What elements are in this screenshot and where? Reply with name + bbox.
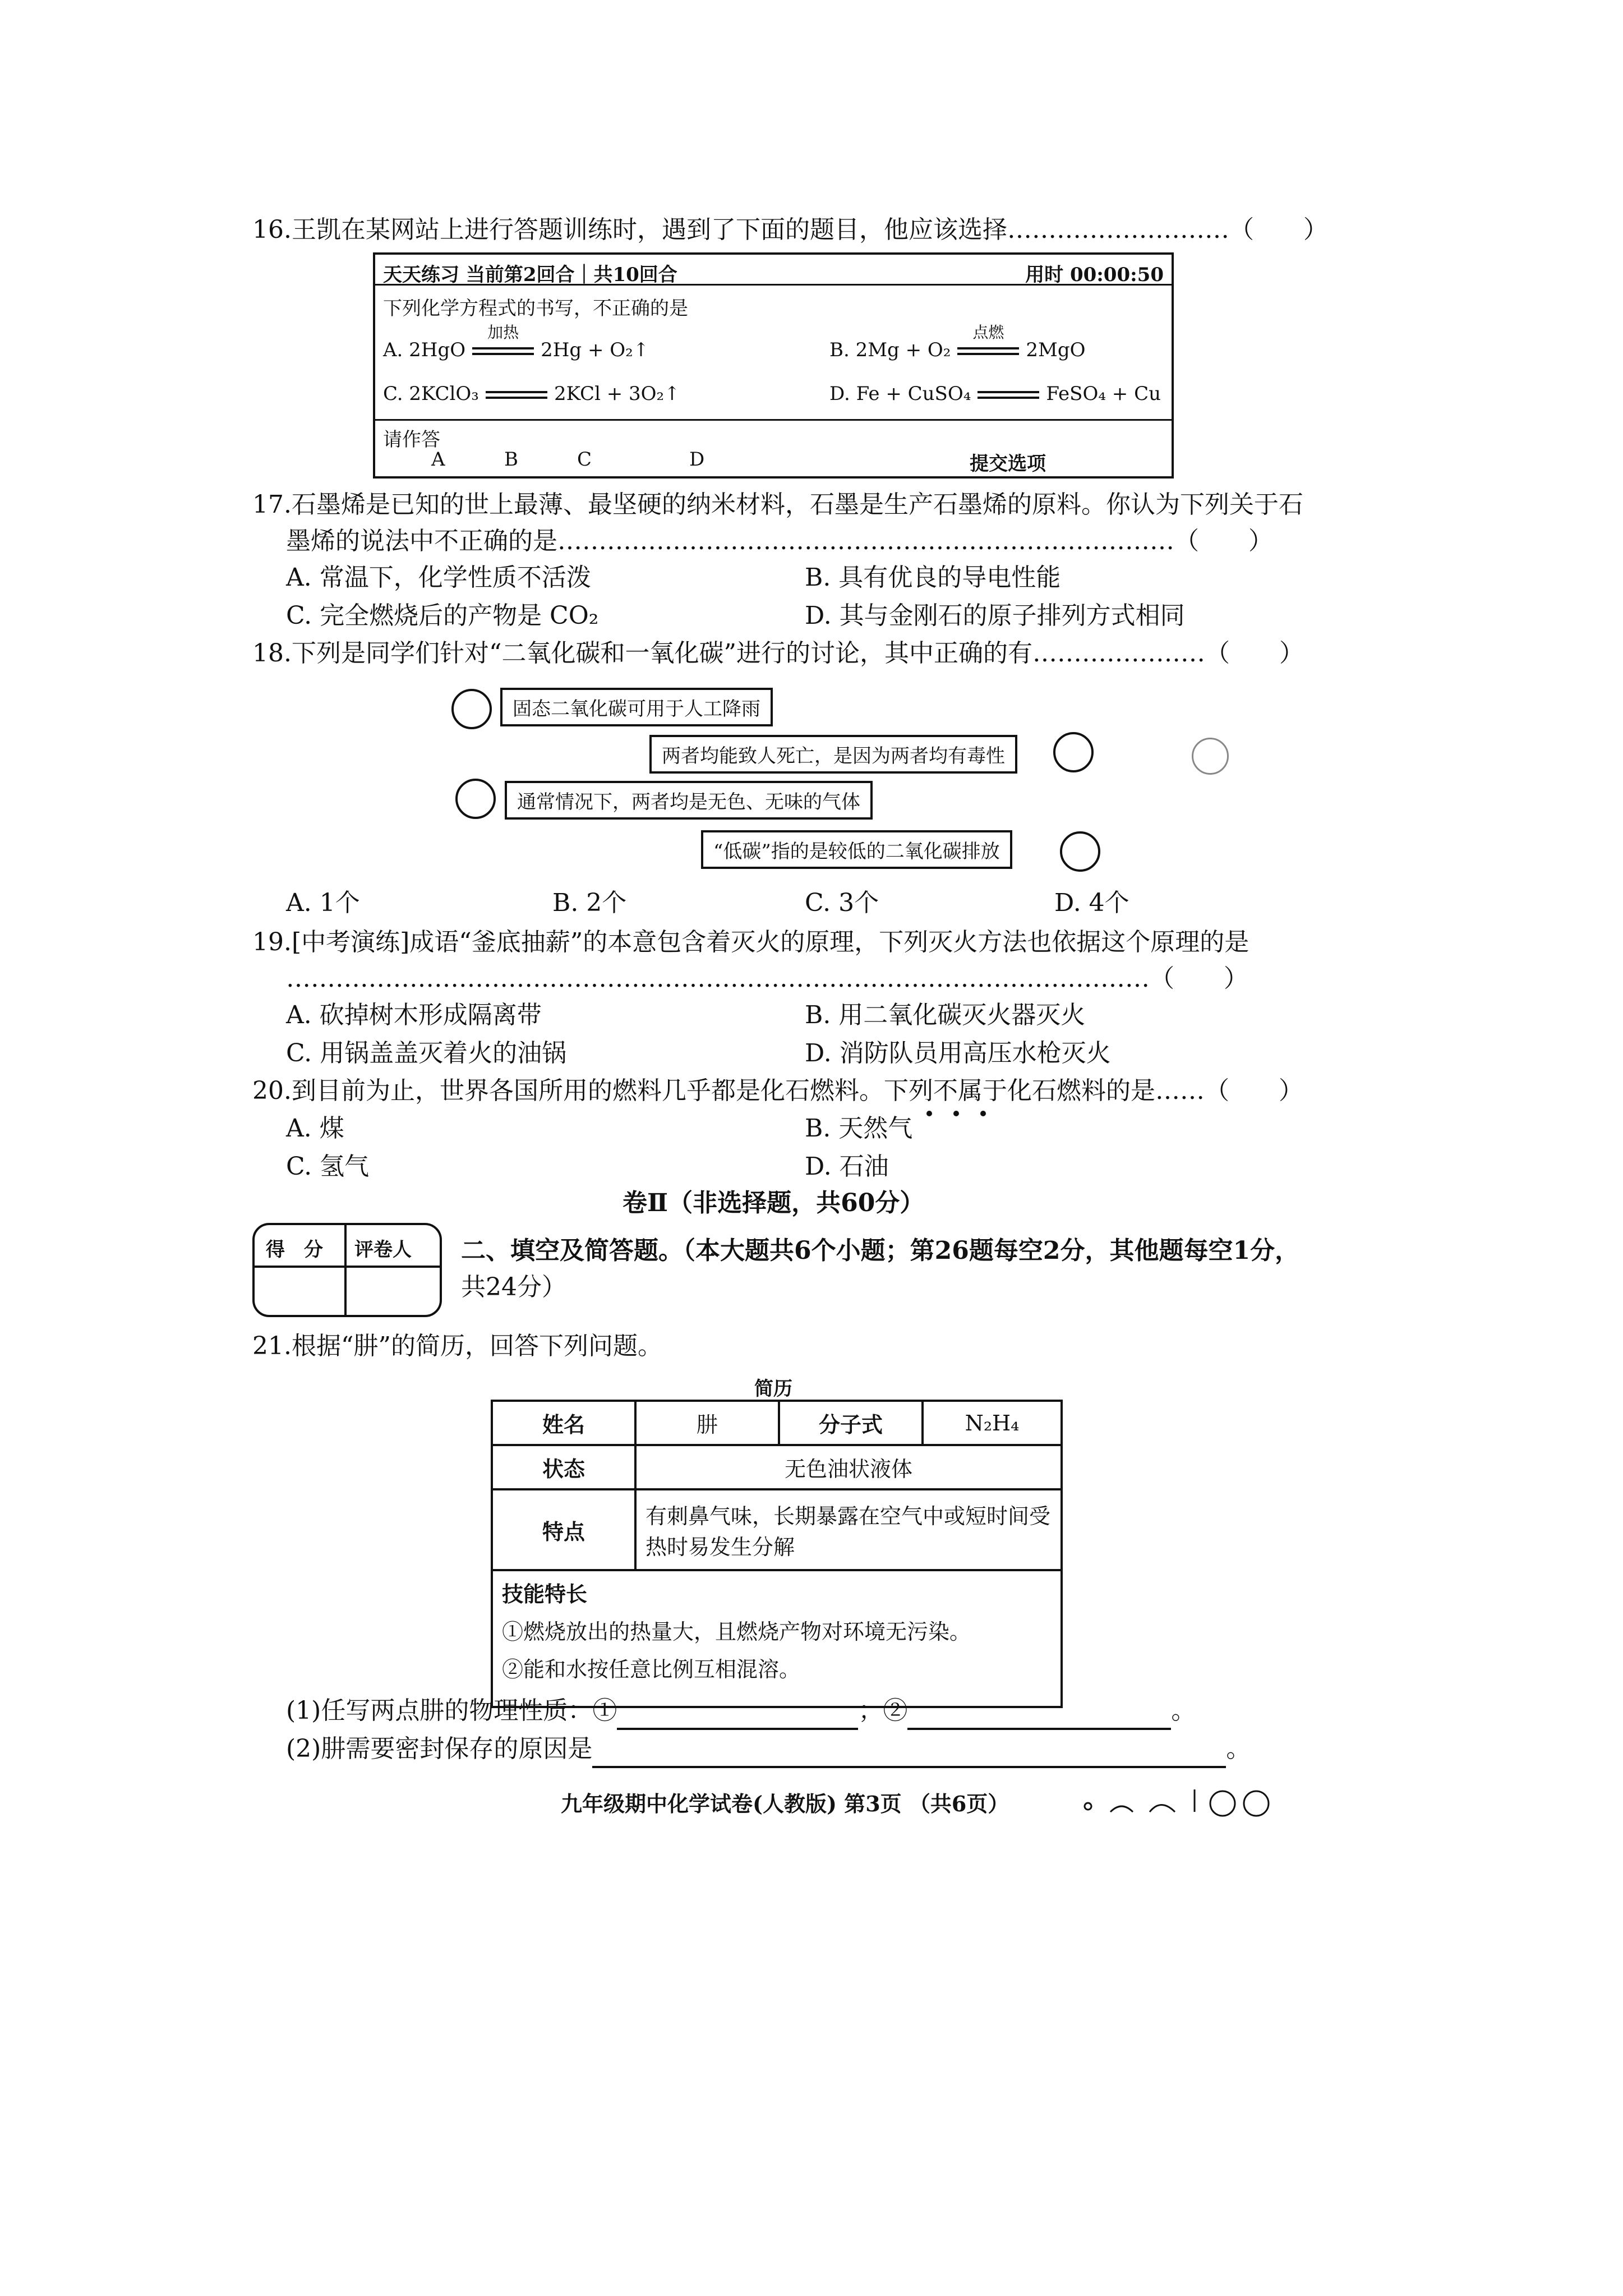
q17-option-c: C. 完全燃烧后的产物是 CO₂ [286,601,599,630]
equals-sign [978,389,1039,401]
q17-stem-line2: 墨烯的说法中不正确的是…………………………………………………………………（ ） [286,527,1273,555]
emphasis-dot [980,1111,986,1116]
score-box [252,1223,442,1317]
q19-option-b: B. 用二氧化碳灭火器灭火 [805,1001,1086,1029]
state-label: 状态 [492,1445,635,1489]
q19-option-c: C. 用锅盖盖灭着火的油锅 [286,1039,567,1068]
resume-table [491,1400,1063,1708]
speech-bubble-1: 固态二氧化碳可用于人工降雨 [500,688,773,726]
resume-table-wrap [491,1400,1063,1708]
equals-sign [486,389,547,401]
q16-stem: 16.王凯在某网站上进行答题训练时，遇到了下面的题目，他应该选择………………………（ ） [252,215,1328,244]
panel-header: 天天练习 当前第2回合｜共10回合 [383,264,677,286]
q20-option-a: A. 煤 [286,1114,344,1143]
panel-divider [375,419,1172,421]
score-box-divider [344,1225,347,1315]
part2-heading-cont: 共24分） [461,1273,566,1301]
q21-stem: 21.根据“肼”的简历，回答下列问题。 [252,1332,662,1360]
emphasis-dot [926,1111,932,1116]
feature-label: 特点 [492,1489,635,1570]
q20-option-c: C. 氢气 [286,1152,370,1181]
panel-option-a: A. 2HgO 加热 2Hg + O₂↑ [383,323,649,361]
speech-bubble-2: 两者均能致人死亡，是因为两者均有毒性 [649,735,1017,774]
formula-value: N₂H₄ [923,1401,1062,1445]
q18-option-b: B. 2个 [552,889,627,917]
part2-title: 卷Ⅱ（非选择题，共60分） [623,1189,925,1217]
answer-blank-2[interactable] [907,1694,1171,1730]
answer-label: 请作答 [383,429,440,451]
choice-c[interactable]: C [577,448,592,471]
q17-option-a: A. 常温下，化学性质不活泼 [286,563,591,592]
q19-option-d: D. 消防队员用高压水枪灭火 [805,1039,1111,1068]
grader-label: 评卷人 [354,1239,412,1261]
answer-blank-1[interactable] [617,1694,858,1730]
q19-stem-line2: ……………………………………………………………………………………………（ ） [286,964,1248,993]
feature-value: 有刺鼻气味，长期暴露在空气中或短时间受 热时易发生分解 [635,1489,1062,1570]
state-value: 无色油状液体 [635,1445,1062,1489]
skill-cell: 技能特长 ①燃烧放出的热量大，且燃烧产物对环境无污染。 ②能和水按任意比例互相混溶。 [492,1570,1062,1707]
q18-option-c: C. 3个 [805,889,879,917]
q21-sub1: (1)任写两点肼的物理性质：① ；② 。 [286,1694,1196,1730]
panel-divider [375,284,1172,286]
score-box-divider [255,1266,440,1268]
panel-timer: 用时 00:00:50 [1025,264,1164,286]
q19-option-a: A. 砍掉树木形成隔离带 [286,1001,542,1029]
student-face-icon [1053,732,1094,772]
emphasis-dot [953,1111,959,1116]
student-face-icon [455,779,496,819]
score-label: 得 分 [266,1239,323,1261]
speech-bubble-4: “低碳”指的是较低的二氧化碳排放 [701,830,1012,869]
panel-prompt: 下列化学方程式的书写，不正确的是 [383,297,688,320]
name-value: 肼 [635,1401,779,1445]
student-face-icon [1060,831,1100,872]
submit-button[interactable]: 提交选项 [970,453,1046,475]
q20-option-d: D. 石油 [805,1152,889,1181]
q18-option-a: A. 1个 [286,889,360,917]
q21-sub2: (2)肼需要密封保存的原因是 。 [286,1732,1251,1768]
page-footer: 九年级期中化学试卷(人教版) 第3页 （共6页） [561,1791,1009,1816]
equals-sign: 点燃 [957,345,1019,357]
q20-stem: 20.到目前为止，世界各国所用的燃料几乎都是化石燃料。下列不属于化石燃料的是……（ ） [252,1076,1303,1105]
q18-stem: 18.下列是同学们针对“二氧化碳和一氧化碳”进行的讨论，其中正确的有…………………（ ） [252,639,1304,668]
q19-stem-line1: 19.[中考演练]成语“釜底抽薪”的本意包含着灭火的原理，下列灭火方法也依据这个原理的是 [252,928,1249,956]
panel-option-c: C. 2KClO₃ 2KCl + 3O₂↑ [383,383,680,405]
answer-blank-3[interactable] [592,1732,1226,1768]
q17-option-b: B. 具有优良的导电性能 [805,563,1061,592]
speech-bubble-3: 通常情况下，两者均是无色、无味的气体 [505,781,873,820]
q18-option-d: D. 4个 [1054,889,1129,917]
choice-b[interactable]: B [504,448,518,471]
resume-title: 简历 [754,1378,792,1400]
circle-mark-icon [1192,738,1229,775]
panel-option-d: D. Fe + CuSO₄ FeSO₄ + Cu [829,383,1161,405]
panel-option-b: B. 2Mg + O₂ 点燃 2MgO [829,323,1086,361]
formula-label: 分子式 [779,1401,923,1445]
doodle-decoration-icon [1077,1784,1301,1818]
quiz-panel [373,252,1174,478]
q17-option-d: D. 其与金刚石的原子排列方式相同 [805,601,1185,630]
q17-stem-line1: 17.石墨烯是已知的世上最薄、最坚硬的纳米材料，石墨是生产石墨烯的原料。你认为下列关于石 [252,490,1303,519]
name-label: 姓名 [492,1401,635,1445]
choice-d[interactable]: D [689,448,705,471]
student-face-icon [451,689,492,729]
q20-option-b: B. 天然气 [805,1114,913,1143]
equals-sign: 加热 [472,345,534,357]
part2-heading: 二、填空及简答题。（本大题共6个小题；第26题每空2分，其他题每空1分， [461,1236,1300,1265]
choice-a[interactable]: A [431,448,445,471]
